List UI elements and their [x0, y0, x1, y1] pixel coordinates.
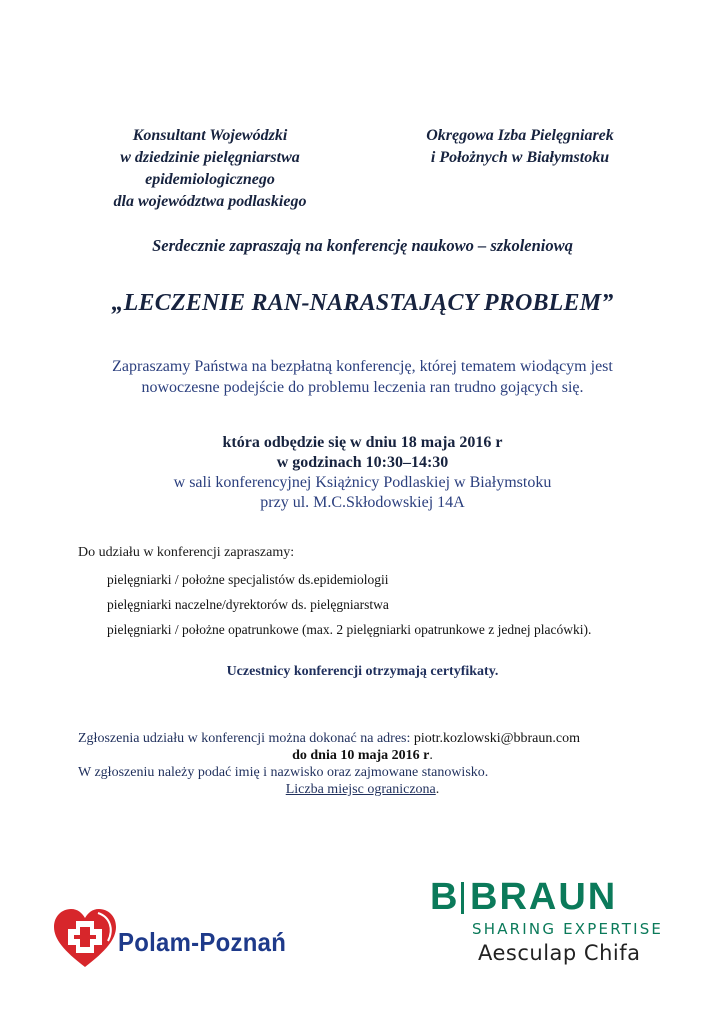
audience-item: pielęgniarki / położne opatrunkowe (max. 2 pielęgniarki opatrunkowe z jednej placówki).	[107, 622, 592, 637]
bbraun-b: B	[430, 876, 458, 918]
audience-item: pielęgniarki naczelne/dyrektorów ds. pielęgniarstwa	[107, 597, 389, 612]
registration-line3: W zgłoszeniu należy podać imię i nazwisko oraz zajmowane stanowisko.	[78, 765, 489, 780]
bbraun-divider	[461, 882, 464, 914]
bbraun-braun: BRAUN	[470, 876, 618, 918]
aesculap-logo: Aesculap Chifa	[478, 941, 641, 965]
limited-suffix: .	[435, 782, 440, 797]
registration-text: Zgłoszenia udziału w konferencji można dokonać na adres:	[78, 731, 414, 746]
event-date: która odbędzie się w dniu 18 maja 2016 r	[222, 434, 503, 451]
bbraun-logo	[430, 876, 680, 940]
invite-line: Serdecznie zapraszają na konferencję naukowo – szkoleniową	[152, 236, 573, 255]
intro-line2: nowoczesne podejście do problemu leczenia ran trudno gojących się.	[141, 379, 584, 396]
header-left	[70, 125, 350, 213]
limited-seats-text: Liczba miejsc ograniczona	[285, 782, 436, 797]
event-street: przy ul. M.C.Skłodowskiej 14A	[260, 494, 465, 511]
audience-item: pielęgniarki / położne specjalistów ds.epidemiologii	[107, 572, 389, 587]
header-left-line4: dla województwa podlaskiego	[113, 193, 307, 210]
intro-line1: Zapraszamy Państwa na bezpłatną konferencję, której tematem wiodącym jest	[112, 358, 613, 375]
registration-line1	[78, 731, 678, 747]
intro	[0, 356, 725, 398]
polam-heart-icon	[50, 905, 120, 975]
header-right-line2: i Położnych w Białymstoku	[430, 149, 610, 166]
registration-deadline	[0, 748, 725, 764]
bbraun-tagline: SHARING EXPERTISE	[472, 920, 664, 938]
header-right	[385, 125, 655, 169]
event-hours: w godzinach 10:30–14:30	[276, 454, 449, 471]
deadline-text: do dnia 10 maja 2016 r	[292, 748, 430, 763]
deadline-suffix: .	[429, 748, 433, 763]
registration-limited	[0, 782, 725, 798]
page-title: „LECZENIE RAN-NARASTAJĄCY PROBLEM”	[111, 290, 614, 316]
event-place: w sali konferencyjnej Książnicy Podlaskiej w Białymstoku	[173, 474, 552, 491]
polam-logo	[50, 905, 320, 977]
header-left-line1: Konsultant Wojewódzki	[132, 127, 288, 144]
header-left-line2: w dziedzinie pielęgniarstwa	[120, 149, 300, 166]
audience-heading: Do udziału w konferencji zapraszamy:	[78, 545, 295, 560]
header-right-line1: Okręgowa Izba Pielęgniarek	[426, 127, 614, 144]
certificates-note: Uczestnicy konferencji otrzymają certyfikaty.	[226, 664, 499, 679]
event-details	[0, 433, 725, 513]
header-left-line3: epidemiologicznego	[145, 171, 275, 188]
polam-name: Polam-Poznań	[118, 927, 287, 957]
email-address[interactable]: piotr.kozlowski@bbraun.com	[413, 731, 580, 746]
